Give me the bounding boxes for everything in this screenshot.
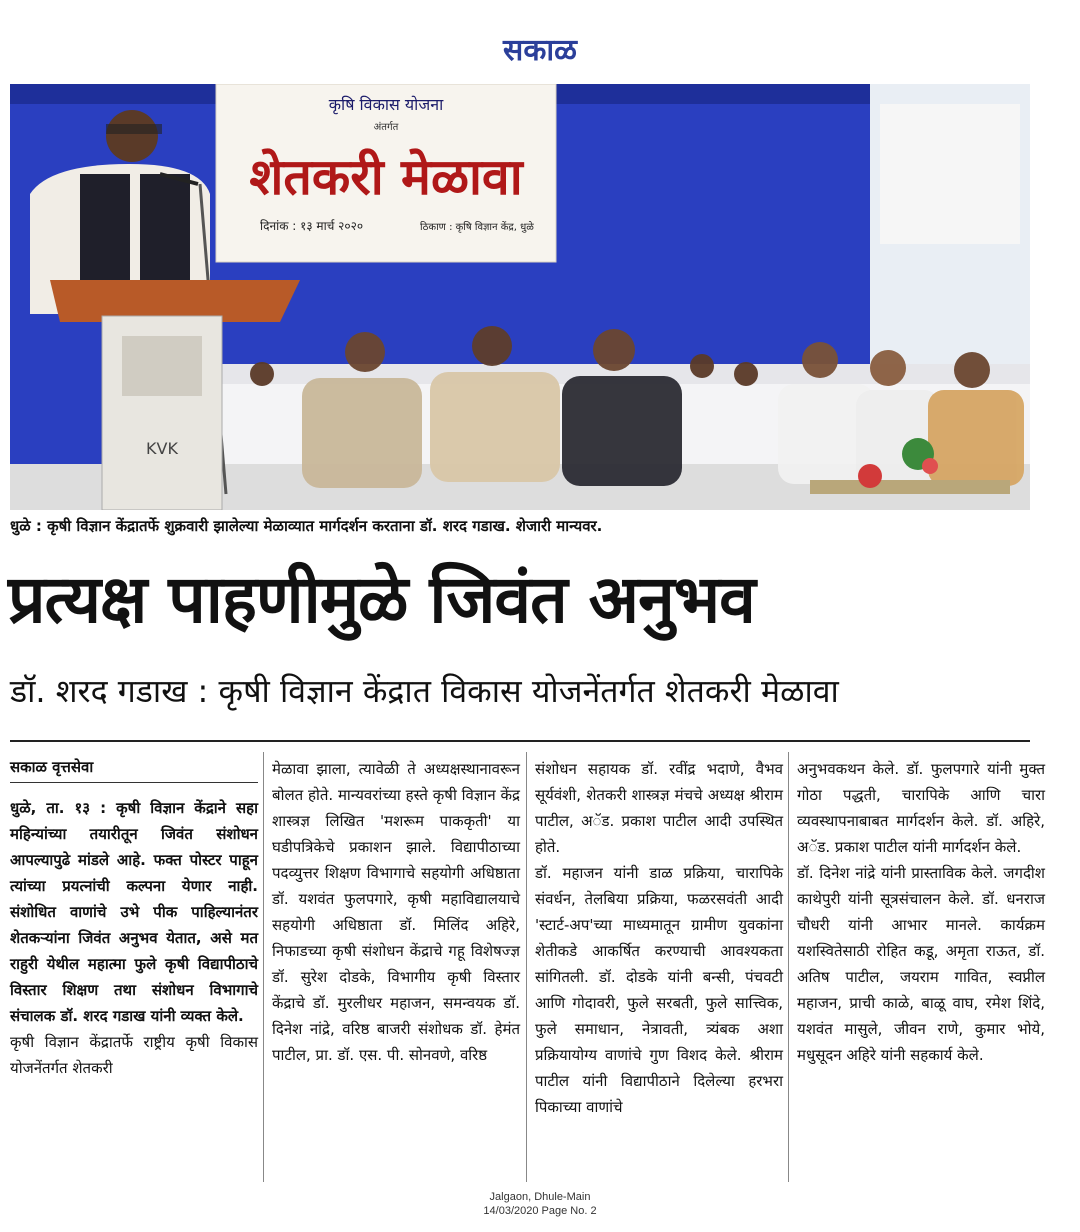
article-column-4 <box>797 756 1045 1068</box>
body-paragraph: संशोधन सहायक डॉ. रवींद्र भदाणे, वैभव सूर्यवंशी, शेतकरी शास्त्रज्ञ मंचचे अध्यक्ष श्रीराम पाटील, अॅड. प्रकाश पाटील आदी उपस्थित होते. <box>535 760 783 856</box>
edition-label: Jalgaon, Dhule-Main <box>489 1191 591 1203</box>
date-page-label: 14/03/2020 Page No. 2 <box>483 1205 597 1217</box>
banner-title: शेतकरी मेळावा <box>249 148 523 206</box>
body-paragraph: डॉ. दिनेश नांद्रे यांनी प्रास्ताविक केले. जगदीश काथेपुरी यांनी सूत्रसंचालन केले. डॉ. धनराज चौधरी यांनी आभार मानले. कार्यक्रम यशस्वितेसाठी रोहित कडू, अमृता राऊत, डॉ. अतिष पाटील, जयराम गावित, स्वप्नील महाजन, प्राची काळे, बाळू वाघ, रमेश शिंदे, यशवंत मासुले, जीवन राणे, कुमार भोये, मधुसूदन अहिरे यांनी सहकार्य केले. <box>797 864 1045 1064</box>
subheadline: डॉ. शरद गडाख : कृषी विज्ञान केंद्रात विकास योजनेंतर्गत शेतकरी मेळावा <box>10 672 839 710</box>
page-footer <box>0 1190 1080 1218</box>
banner-venue: ठिकाण : कृषि विज्ञान केंद्र, धुळे <box>420 222 534 233</box>
article-column-1 <box>10 756 258 1081</box>
byline: सकाळ वृत्तसेवा <box>10 756 258 783</box>
column-divider <box>263 752 264 1182</box>
banner-small-text: अंतर्गत <box>373 122 399 133</box>
news-photo <box>10 84 1030 510</box>
podium-text: KVK <box>146 439 178 458</box>
column-divider <box>526 752 527 1182</box>
banner-top-text: कृषि विकास योजना <box>328 95 444 114</box>
photo-caption: धुळे : कृषी विज्ञान केंद्रातर्फे शुक्रवारी झालेल्या मेळाव्यात मार्गदर्शन करताना डॉ. शरद गडाख. शेजारी मान्यवर. <box>10 517 603 535</box>
article-column-2 <box>272 756 520 1068</box>
lead-paragraph: धुळे, ता. १३ : कृषी विज्ञान केंद्राने सहा महिन्यांच्या तयारीतून जिवंत संशोधन आपल्यापुढे मांडले आहे. फक्त पोस्टर पाहून त्यांच्या प्रयत्नांची कल्पना येणार नाही. संशोधित वाणांचे उभे पीक पाहिल्यानंतर शेतकऱ्यांना जिवंत अनुभव येतात, असे मत राहुरी येथील महात्मा फुले कृषी विद्यापीठाचे विस्तार शिक्षण तथा संशोधन विभागाचे संचालक डॉ. शरद गडाख यांनी व्यक्त केले. <box>10 799 258 1025</box>
body-paragraph: कृषी विज्ञान केंद्रातर्फे राष्ट्रीय कृषी विकास योजनेंतर्गत शेतकरी <box>10 1033 258 1077</box>
body-paragraph: डॉ. महाजन यांनी डाळ प्रक्रिया, चारापिके संवर्धन, तेलबिया प्रक्रिया, फळरसवंती आदी 'स्टार्ट-अप'च्या माध्यमातून ग्रामीण युवकांना शेतीकडे आकर्षित करण्याची आवश्यकता सांगितली. डॉ. दोडके यांनी बन्सी, पंचवटी आणि गोदावरी, फुले सरबती, फुले सात्त्विक, फुले समाधान, नेत्रावती, त्र्यंबक अशा प्रक्रियायोग्य वाणांचे गुण विशद केले. श्रीराम पाटील यांनी विद्यापीठाने दिलेल्या हरभरा पिकाच्या वाणांचे <box>535 864 783 1116</box>
banner-date: दिनांक : १३ मार्च २०२० <box>260 219 364 233</box>
body-paragraph: अनुभवकथन केले. डॉ. फुलपगारे यांनी मुक्त गोठा पद्धती, चारापिके आणि चारा व्यवस्थापनाबाबत मार्गदर्शन केले. डॉ. अहिरे, अॅड. प्रकाश पाटील यांनी मार्गदर्शन केले. <box>797 760 1045 856</box>
column-divider <box>788 752 789 1182</box>
headline: प्रत्यक्ष पाहणीमुळे जिवंत अनुभव <box>8 561 755 638</box>
masthead-logo: सकाळ <box>503 33 577 68</box>
headline-rule <box>10 740 1030 742</box>
body-paragraph: मेळावा झाला, त्यावेळी ते अध्यक्षस्थानावरून बोलत होते. मान्यवरांच्या हस्ते कृषी विज्ञान केंद्र शास्त्रज्ञ लिखित 'मशरूम पाककृती' या घडीपत्रिकेचे प्रकाशन झाले. विद्यापीठाच्या पदव्युत्तर शिक्षण विभागाचे सहयोगी अधिष्ठाता डॉ. यशवंत फुलपगारे, कृषी महाविद्यालयाचे सहयोगी अधिष्ठाता डॉ. मिलिंद अहिरे, निफाडच्या कृषी संशोधन केंद्राचे गहू विशेषज्ज्ञ डॉ. सुरेश दोडके, विभागीय कृषी विस्तार केंद्राचे डॉ. मुरलीधर महाजन, समन्वयक डॉ. दिनेश नांद्रे, वरिष्ठ बाजरी संशोधक डॉ. हेमंत पाटील, प्रा. डॉ. एस. पी. सोनवणे, वरिष्ठ <box>272 760 520 1064</box>
article-column-3 <box>535 756 783 1120</box>
